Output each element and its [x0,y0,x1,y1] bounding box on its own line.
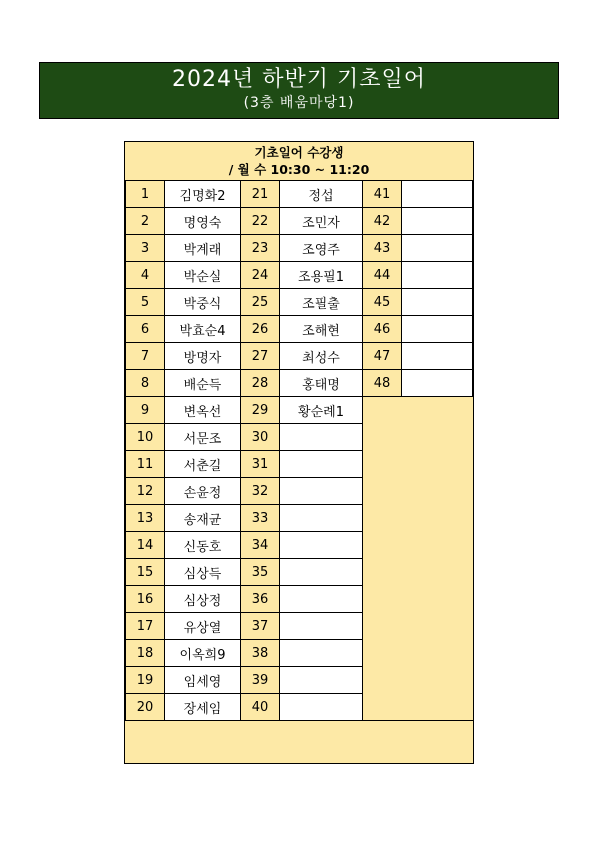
page-title: 2024년 하반기 기초일어 [172,67,426,92]
student-number: 44 [362,261,402,289]
title-banner [39,62,559,119]
student-number: 9 [125,396,165,424]
student-name: 박계래 [164,234,241,262]
student-name [279,693,363,721]
student-name: 서문조 [164,423,241,451]
student-number: 48 [362,369,402,397]
roster-header-title: 기초일어 수강생 [254,145,344,160]
student-name [401,315,473,343]
student-name [279,504,363,532]
student-name [401,261,473,289]
student-name [279,612,363,640]
student-name: 이옥희9 [164,639,241,667]
student-number: 19 [125,666,165,694]
student-number: 14 [125,531,165,559]
student-number: 30 [240,423,280,451]
student-name [279,531,363,559]
student-number: 24 [240,261,280,289]
student-number: 41 [362,180,402,208]
student-name: 박순실 [164,261,241,289]
student-number: 25 [240,288,280,316]
student-number: 13 [125,504,165,532]
student-number: 20 [125,693,165,721]
student-name [401,342,473,370]
student-name: 서춘길 [164,450,241,478]
student-number: 11 [125,450,165,478]
student-name: 박효순4 [164,315,241,343]
student-name: 홍태명 [279,369,363,397]
student-name: 유상열 [164,612,241,640]
student-number: 46 [362,315,402,343]
student-name: 변옥선 [164,396,241,424]
student-number: 21 [240,180,280,208]
student-number: 23 [240,234,280,262]
student-number: 31 [240,450,280,478]
student-name: 명영숙 [164,207,241,235]
student-number: 28 [240,369,280,397]
student-number: 2 [125,207,165,235]
student-name: 박중식 [164,288,241,316]
student-name [279,450,363,478]
student-name [401,369,473,397]
student-name [279,558,363,586]
student-name: 심상정 [164,585,241,613]
student-name: 배순득 [164,369,241,397]
student-number: 36 [240,585,280,613]
student-number: 42 [362,207,402,235]
student-name: 조영주 [279,234,363,262]
student-number: 16 [125,585,165,613]
student-name [401,207,473,235]
student-name: 신동호 [164,531,241,559]
student-name [279,666,363,694]
student-number: 39 [240,666,280,694]
student-name [401,288,473,316]
student-name: 황순례1 [279,396,363,424]
student-number: 26 [240,315,280,343]
student-name: 심상득 [164,558,241,586]
student-number: 12 [125,477,165,505]
student-number: 34 [240,531,280,559]
student-number: 7 [125,342,165,370]
student-name [401,234,473,262]
student-number: 22 [240,207,280,235]
student-number: 3 [125,234,165,262]
student-name [279,423,363,451]
roster-header [125,142,473,180]
student-name [401,180,473,208]
student-number: 32 [240,477,280,505]
student-name: 임세영 [164,666,241,694]
student-name: 방명자 [164,342,241,370]
student-number: 29 [240,396,280,424]
student-name: 김명화2 [164,180,241,208]
student-name: 정섭 [279,180,363,208]
student-number: 5 [125,288,165,316]
student-number: 33 [240,504,280,532]
student-number: 8 [125,369,165,397]
student-number: 35 [240,558,280,586]
student-number: 18 [125,639,165,667]
student-name [279,585,363,613]
student-name: 손윤정 [164,477,241,505]
roster-header-schedule: / 월 수 10:30 ~ 11:20 [228,162,370,177]
student-number: 10 [125,423,165,451]
roster-table [124,141,474,764]
student-name [279,639,363,667]
student-number: 45 [362,288,402,316]
student-number: 4 [125,261,165,289]
student-name: 장세임 [164,693,241,721]
student-number: 6 [125,315,165,343]
student-name [279,477,363,505]
student-name: 최성수 [279,342,363,370]
page-subtitle: (3층 배움마당1) [243,95,355,111]
student-number: 38 [240,639,280,667]
student-number: 15 [125,558,165,586]
student-number: 43 [362,234,402,262]
student-name: 조해현 [279,315,363,343]
student-number: 37 [240,612,280,640]
student-name: 송재균 [164,504,241,532]
student-number: 40 [240,693,280,721]
student-name: 조민자 [279,207,363,235]
student-number: 1 [125,180,165,208]
student-number: 27 [240,342,280,370]
student-name: 조필출 [279,288,363,316]
roster-footer-divider [124,720,474,721]
student-number: 17 [125,612,165,640]
student-number: 47 [362,342,402,370]
student-name: 조용필1 [279,261,363,289]
